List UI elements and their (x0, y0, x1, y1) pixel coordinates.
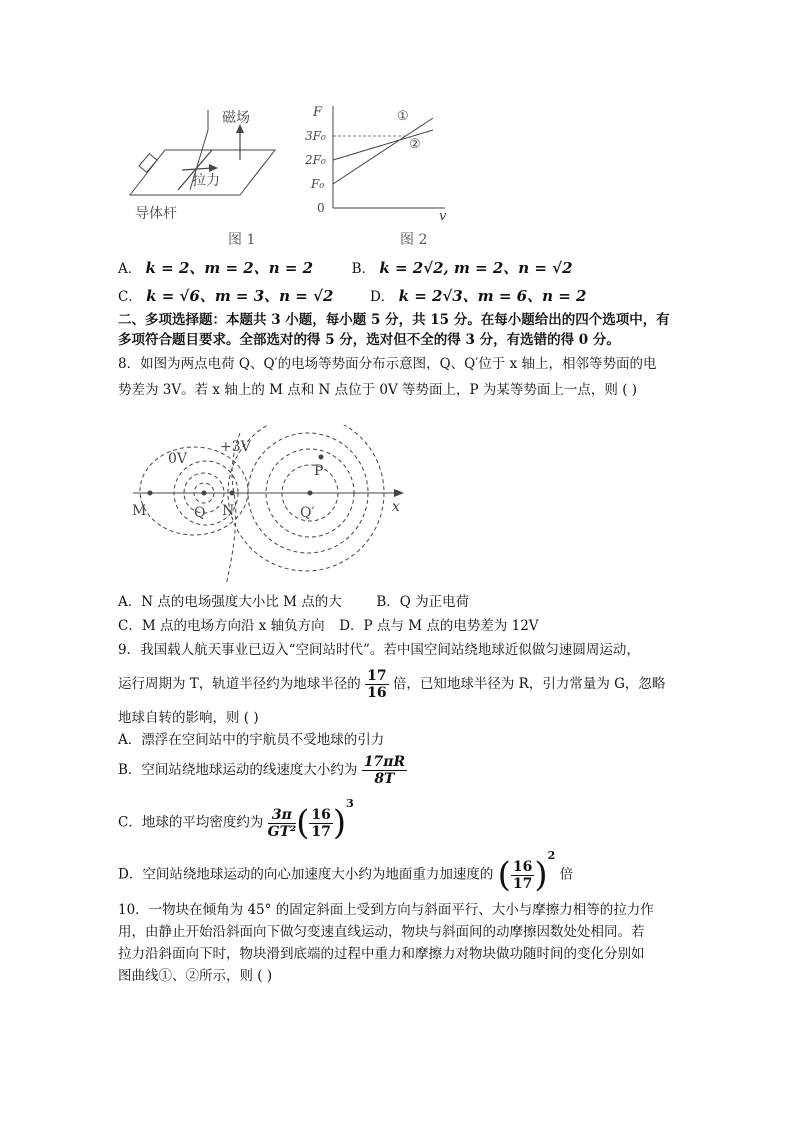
q7-option-a: k = 2、m = 2、n = 2 (145, 259, 314, 277)
q7-option-d: k = 2√3、m = 6、n = 2 (398, 287, 587, 305)
q8-fig-q: Q (194, 505, 206, 521)
q8-fig-p: P (314, 463, 324, 479)
q9-option-d-ratio-numerator: 16 (512, 858, 533, 875)
fig2-caption: 图 2 (400, 232, 428, 248)
fig2-origin: 0 (317, 201, 325, 215)
q9-line-1: 9．我国载人航天事业已迈入“空间站时代”。若中国空间站绕地球近似做匀速圆周运动， (118, 642, 640, 658)
q8-option-b: B．Q 为正电荷 (376, 594, 470, 610)
q9-option-b-fraction (362, 754, 407, 787)
fig2-tick-3: 3F₀ (305, 129, 326, 143)
q7-option-row-2 (118, 286, 586, 307)
fig1-magnet-label: 磁场 (222, 110, 250, 126)
fig2-curve-1: ① (397, 109, 409, 124)
q9-option-d-exponent: 2 (547, 849, 556, 862)
figure-1 (120, 100, 310, 250)
fig2-x-axis: v (439, 209, 447, 224)
q8-fig-x: x (392, 499, 400, 515)
q9-option-c-fraction (268, 807, 297, 840)
q9-option-d: D．空间站绕地球运动的向心加速度大小约为地面重力加速度的 (118, 866, 494, 883)
q9-option-d-ratio-denominator: 17 (512, 875, 533, 892)
q9-option-c: C．地球的平均密度约为 (118, 814, 264, 831)
q7-option-b-letter: B． (351, 261, 376, 277)
section2-line-2: 多项符合题目要求。全部选对的得 5 分，选对但不全的得 3 分，有选错的得 0 分。 (118, 332, 620, 348)
fig2-y-axis: F (313, 105, 323, 120)
q8-figure (128, 425, 408, 590)
q10-line-4: 图曲线①、②所示，则 ( ) (118, 968, 273, 984)
q9-line-3: 地球自转的影响，则 ( ) (118, 710, 259, 726)
fig1-pull-label: 拉力 (192, 173, 220, 189)
q8-line-2: 势差为 3V。若 x 轴上的 M 点和 N 点位于 0V 等势面上，P 为某等势面上一点，则 ( ) (118, 382, 638, 398)
q9-option-c-ratio-numerator: 16 (311, 806, 331, 823)
fig2-tick-2: 2F₀ (305, 153, 326, 167)
q9-option-c-ratio-denominator: 17 (311, 823, 331, 840)
section2-line-1: 二、多项选择题：本题共 3 小题，每小题 5 分，共 15 分。在每小题给出的四个选项中，有 (118, 312, 670, 328)
q8-option-a: A．N 点的电场强度大小比 M 点的大 (118, 594, 342, 610)
q8-fig-0v: 0V (168, 451, 188, 467)
q8-fig-m: M (132, 503, 147, 519)
q7-option-c: k = √6、m = 3、n = √2 (146, 287, 334, 305)
q9-option-b-row (118, 752, 407, 788)
q7-option-c-letter: C． (118, 289, 142, 305)
q9-option-c-exponent: 3 (346, 797, 354, 810)
q7-option-row-1 (118, 258, 573, 279)
q10-line-1: 10．一物块在倾角为 45° 的固定斜面上受到方向与斜面平行、大小与摩擦力相等的拉力作 (118, 902, 654, 918)
q9-frac-denominator: 16 (367, 685, 387, 701)
q8-fig-3v: +3V (220, 439, 251, 455)
q9-line-2a: 运行周期为 T，轨道半径约为地球半径的 (118, 676, 361, 692)
q9-option-d-row: D．空间站绕地球运动的向心加速度大小约为地面重力加速度的 ( $\frac{16}{17}$ )$^2$ 倍 (118, 849, 574, 895)
q9-frac-numerator: 17 (367, 668, 387, 684)
q9-radius-fraction (365, 668, 388, 701)
q8-fig-qp: Q′ (300, 505, 315, 521)
q10-line-3: 拉力沿斜面向下时，物块滑到底端的过程中重力和摩擦力对物块做功随时间的变化分别如 (118, 946, 645, 962)
fig2-tick-1: F₀ (311, 177, 325, 191)
q9-option-b: B．空间站绕地球运动的线速度大小约为 (118, 762, 358, 778)
q8-option-d: D．P 点与 M 点的电势差为 12V (339, 618, 539, 634)
fig1-rod-label: 导体杆 (135, 206, 177, 222)
figure-2 (305, 100, 455, 250)
q9-line-2 (118, 666, 665, 702)
q7-option-a-letter: A． (118, 261, 142, 277)
q7-option-b: k = 2√2, m = 2、n = √2 (379, 259, 573, 277)
q9-option-b-denominator: 8T (374, 771, 395, 787)
q9-option-a: A．漂浮在空间站中的宇航员不受地球的引力 (118, 732, 385, 748)
q8-option-c: C．M 点的电场方向沿 x 轴负方向 (118, 618, 325, 634)
q9-option-c-denominator: GT² (267, 823, 297, 840)
fig2-curve-2: ② (409, 137, 421, 152)
q9-option-b-numerator: 17πR (363, 754, 406, 770)
q8-options-row-1 (118, 592, 469, 612)
fig1-caption: 图 1 (228, 232, 256, 248)
q8-line-1: 8．如图为两点电荷 Q、Q′的电场等势面分布示意图，Q、Q′位于 x 轴上，相邻等势面的电 (118, 356, 657, 372)
q8-options-row-2 (118, 616, 539, 636)
q9-option-c-numerator: 3π (268, 807, 297, 824)
q9-option-d-ratio (511, 859, 534, 892)
q9-line-2b: 倍，已知地球半径为 R，引力常量为 G，忽略 (392, 676, 666, 692)
q9-option-c-row: C．地球的平均密度约为 $\frac{3\pi}{\text{GT²}}$ ( $\frac{16}{17}$ )$^3$ (118, 797, 354, 843)
q9-option-d-tail: 倍 (559, 866, 574, 883)
q7-option-d-letter: D． (369, 289, 395, 305)
q10-line-2: 用，由静止开始沿斜面向下做匀变速直线运动，物块与斜面间的动摩擦因数处处相同。若 (118, 924, 645, 940)
q9-option-c-ratio (309, 807, 332, 840)
q8-fig-n: N (222, 503, 235, 519)
